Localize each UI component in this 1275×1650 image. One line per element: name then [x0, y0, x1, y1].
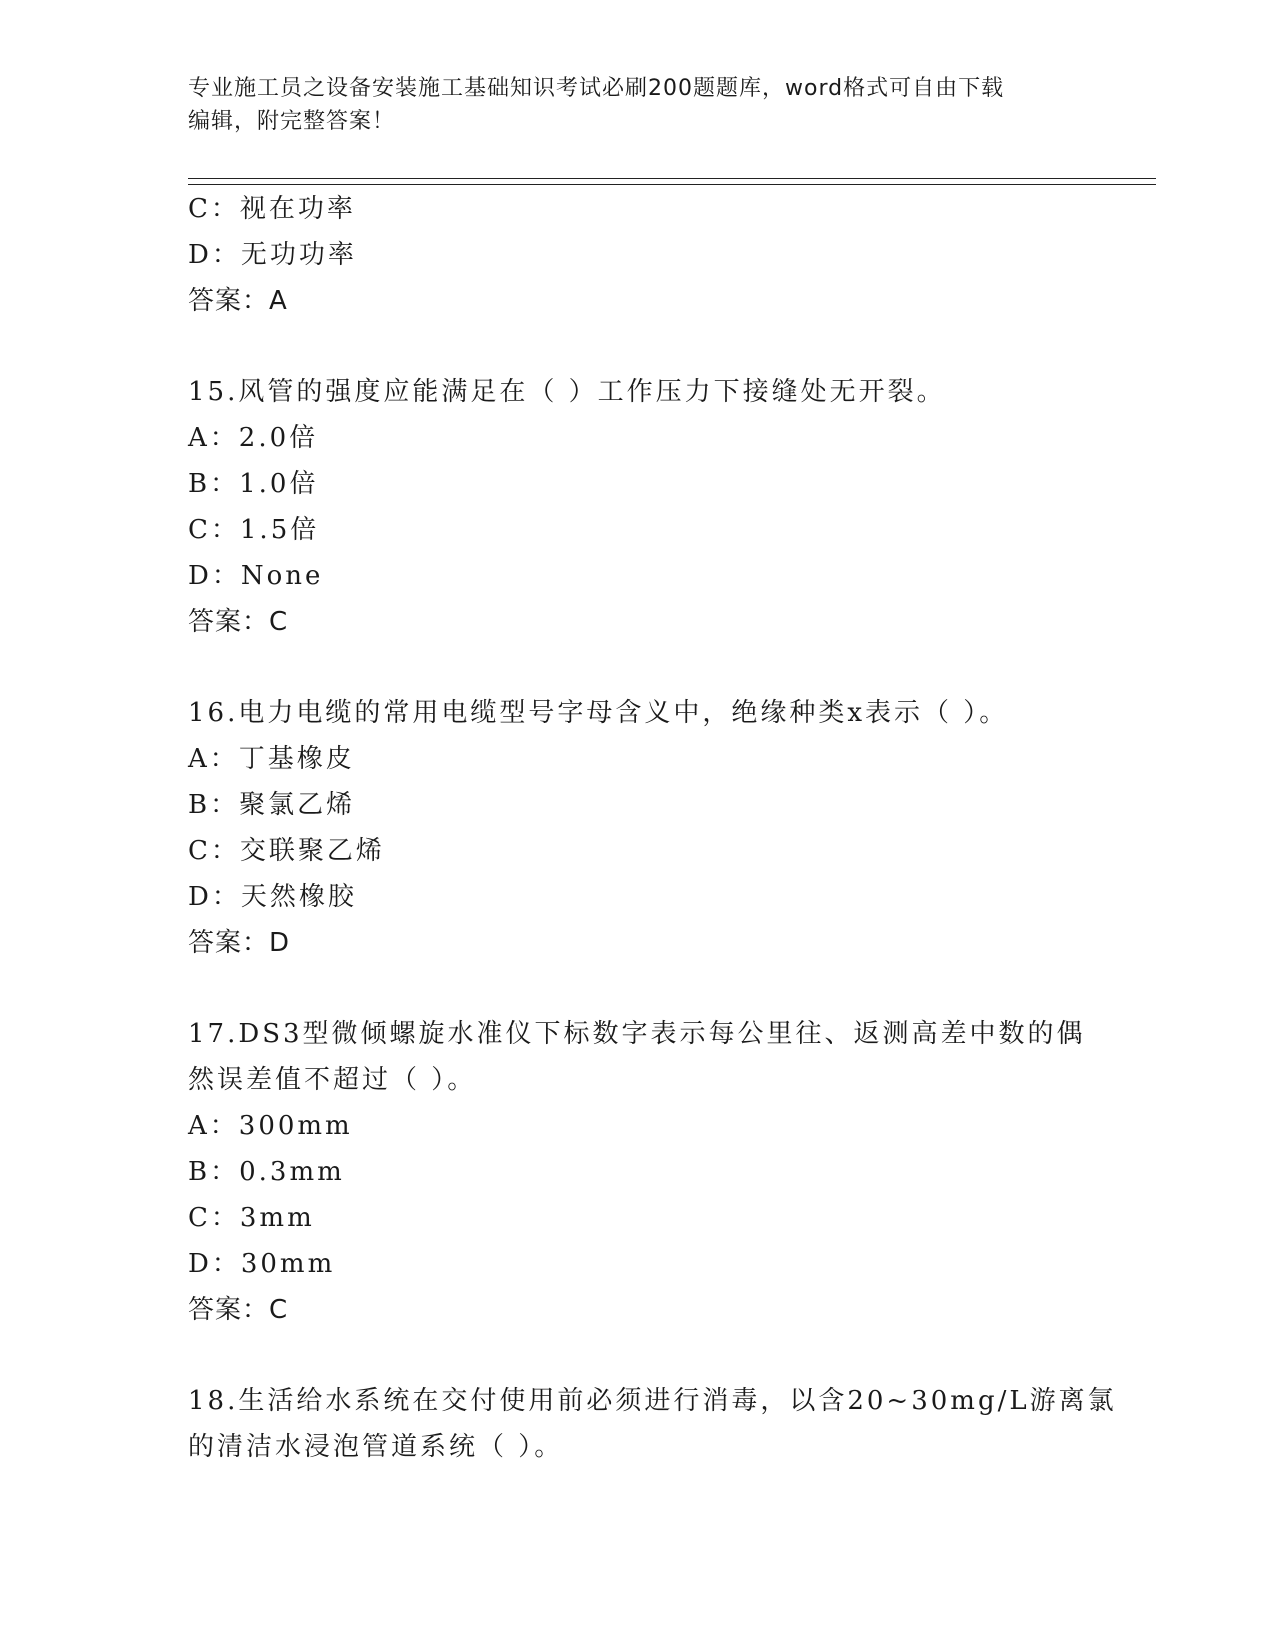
answer-line: 答案：C: [188, 1295, 289, 1325]
answer-line: 答案：A: [188, 286, 288, 316]
option-d: D：无功功率: [188, 240, 357, 270]
option-c: C：1.5倍: [188, 515, 320, 545]
option-c: C：3mm: [188, 1203, 315, 1233]
header-divider-bottom: [188, 184, 1156, 185]
question-body: [188, 186, 1117, 1470]
option-a: A：300mm: [188, 1111, 353, 1141]
option-d: D：30mm: [188, 1249, 336, 1279]
header-line-1: 专业施工员之设备安装施工基础知识考试必刷200题题库，word格式可自由下载: [188, 76, 1005, 101]
question-15: [188, 369, 1088, 645]
option-a: A：2.0倍: [188, 423, 319, 453]
question-title-line-2: 然误差值不超过（ ）。: [188, 1065, 477, 1095]
header-line-2: 编辑，附完整答案！: [188, 109, 396, 134]
option-b: B：0.3mm: [188, 1157, 345, 1187]
question-title-line-1: 18.生活给水系统在交付使用前必须进行消毒，以含20~30mg/L游离氯: [188, 1386, 1117, 1416]
page-header: [188, 72, 1068, 138]
question-17: [188, 1011, 1088, 1333]
question-title-line-2: 的清洁水浸泡管道系统（ ）。: [188, 1432, 564, 1462]
question-title-line-1: 17.DS3型微倾螺旋水准仪下标数字表示每公里往、返测高差中数的偶: [188, 1019, 1086, 1049]
option-c: C：交联聚乙烯: [188, 836, 385, 866]
question-16: [188, 690, 1088, 966]
question-14-tail: [188, 186, 1088, 324]
option-a: A：丁基橡皮: [188, 744, 355, 774]
option-c: C：视在功率: [188, 194, 356, 224]
answer-line: 答案：C: [188, 607, 289, 637]
option-d: D：None: [188, 561, 324, 591]
option-b: B：1.0倍: [188, 469, 319, 499]
option-b: B：聚氯乙烯: [188, 790, 356, 820]
answer-line: 答案：D: [188, 928, 291, 958]
question-title: 15.风管的强度应能满足在（ ）工作压力下接缝处无开裂。: [188, 377, 946, 407]
question-18: [188, 1378, 1117, 1470]
option-d: D：天然橡胶: [188, 882, 357, 912]
question-title: 16.电力电缆的常用电缆型号字母含义中，绝缘种类x表示（ ）。: [188, 698, 1009, 728]
header-divider-top: [188, 178, 1156, 179]
